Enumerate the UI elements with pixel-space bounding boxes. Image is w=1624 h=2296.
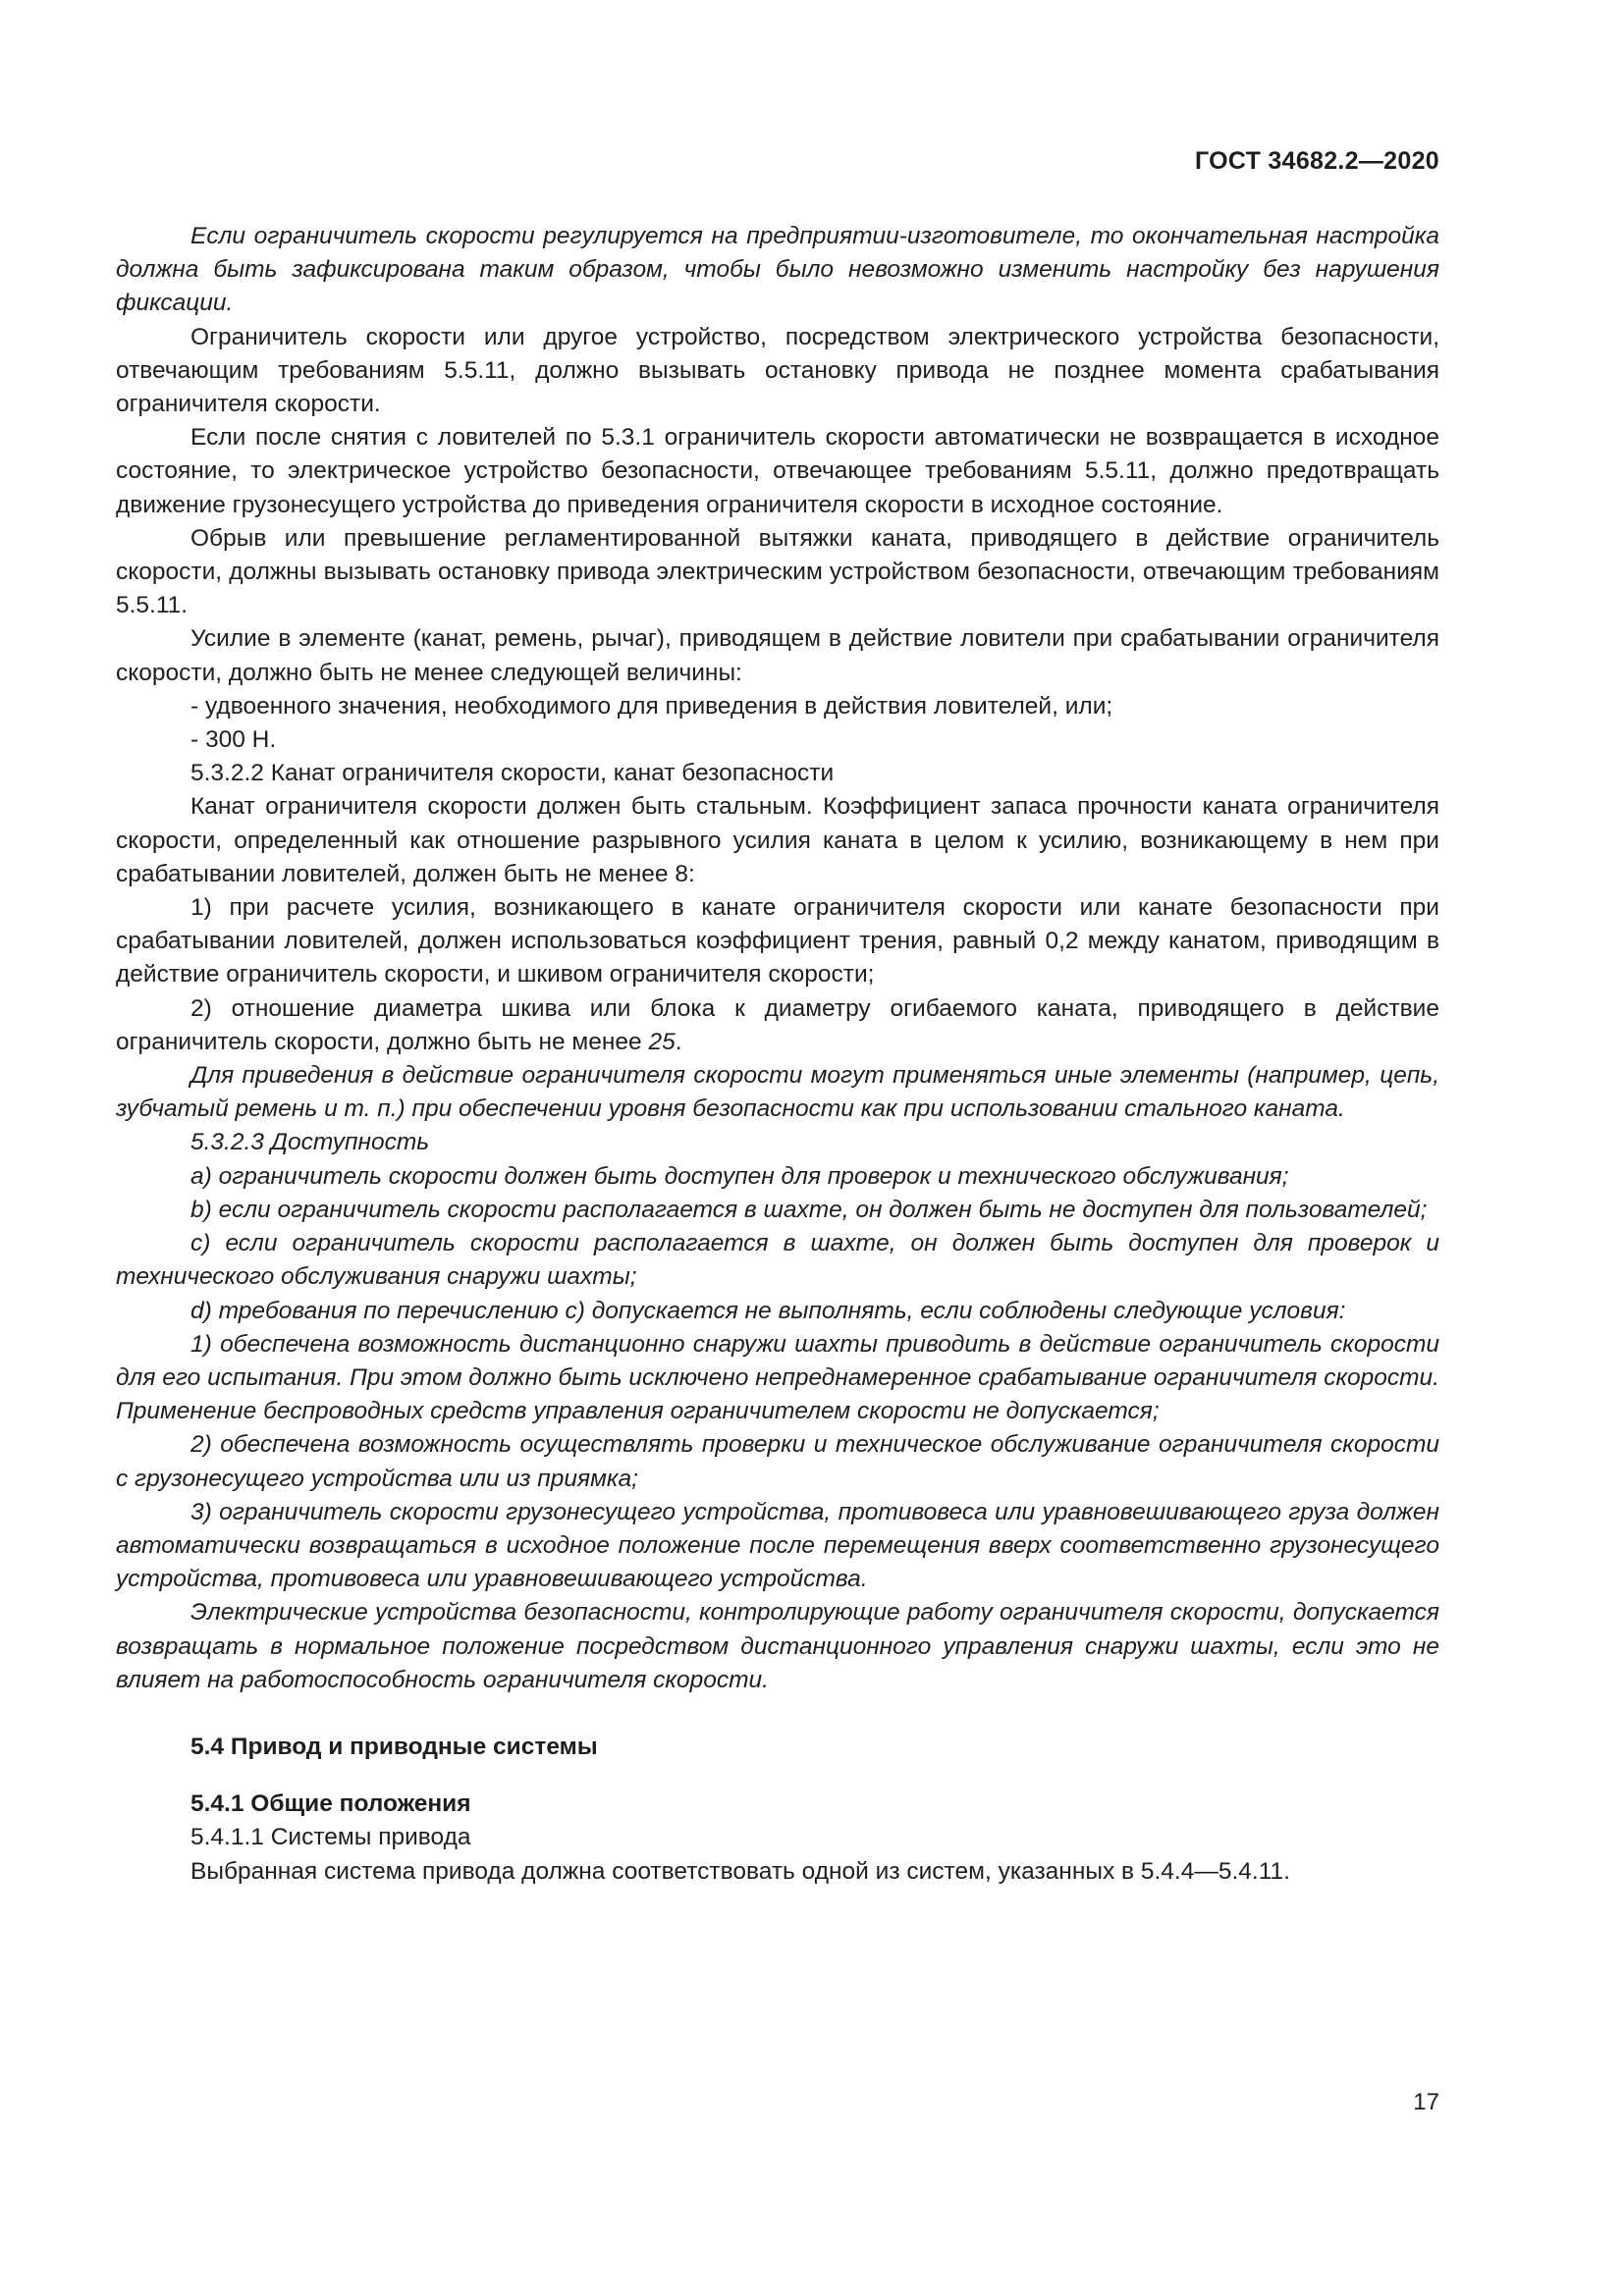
list-item-d: d) требования по перечислению c) допускается не выполнять, если соблюдены следующие условия: <box>190 1297 1346 1324</box>
paragraph: 1) при расчете усилия, возникающего в канате ограничителя скорости или канате безопасности при срабатывании ловителей, должен использоваться коэффициент трения, равный 0,2 между канатом, приводящим в действие ограничитель скорости, и шкивом ограничителя скорости; <box>116 894 1439 988</box>
paragraph <box>116 992 1439 1059</box>
clause-title: 5.4.1.1 Системы привода <box>190 1824 471 1851</box>
list-item-c: c) если ограничитель скорости располагается в шахте, он должен быть доступен для проверок и технического обслуживания снаружи шахты; <box>116 1230 1439 1291</box>
paragraph-text: 2) отношение диаметра шкива или блока к диаметру огибаемого каната, приводящего в действие ограничитель скорости, должно быть не менее <box>116 994 1439 1055</box>
condition-item-1: 1) обеспечена возможность дистанционно снаружи шахты приводить в действие ограничитель скорости для его испытания. При этом должно быть исключено непреднамеренное срабатывание ограничителя скорости. Применение беспроводных средств управления ограничителем скорости не допускается; <box>116 1330 1439 1425</box>
document-body <box>116 220 1439 1889</box>
subsection-title: 5.3.2.2 Канат ограничителя скорости, канат безопасности <box>190 760 835 787</box>
paragraph: Если после снятия с ловителей по 5.3.1 ограничитель скорости автоматически не возвращается в исходное состояние, то электрическое устройство безопасности, отвечающее требованиям 5.5.11, должно предотвращать движение грузонесущего устройства до приведения ограничителя скорости в исходное состояние. <box>116 424 1439 518</box>
dash-list-item: - удвоенного значения, необходимого для приведения в действия ловителей, или; <box>190 692 1113 720</box>
note-paragraph: Электрические устройства безопасности, контролирующие работу ограничителя скорости, допускается возвращать в нормальное положение посредством дистанционного управления снаружи шахты, если это не влияет на работоспособность ограничителя скорости. <box>116 1599 1439 1693</box>
subsection-heading: 5.4.1 Общие положения <box>190 1790 471 1818</box>
subsection-title: 5.3.2.3 Доступность <box>190 1129 430 1156</box>
page-number: 17 <box>1413 2089 1439 2115</box>
dash-list-item: - 300 Н. <box>190 726 277 754</box>
list-item-a: a) ограничитель скорости должен быть доступен для проверок и технического обслуживания; <box>190 1162 1289 1190</box>
paragraph-end: . <box>675 1028 682 1055</box>
paragraph: Если ограничитель скорости регулируется на предприятии-изготовителе, то окончательная настройка должна быть зафиксирована таким образом, чтобы было невозможно изменить настройку без нарушения фиксации. <box>116 223 1439 317</box>
document-header-standard: ГОСТ 34682.2—2020 <box>1194 147 1439 175</box>
condition-item-2: 2) обеспечена возможность осуществлять проверки и техническое обслуживание ограничителя скорости с грузонесущего устройства или из приямка; <box>116 1431 1439 1492</box>
paragraph: Усилие в элементе (канат, ремень, рычаг), приводящем в действие ловители при срабатывании ограничителя скорости, должно быть не менее следующей величины: <box>116 625 1439 686</box>
note-paragraph: Для приведения в действие ограничителя скорости могут применяться иные элементы (например, цепь, зубчатый ремень и т. п.) при обеспечении уровня безопасности как при использовании стального каната. <box>116 1062 1439 1123</box>
list-item-b: b) если ограничитель скорости располагается в шахте, он должен быть не доступен для пользователей; <box>190 1196 1428 1223</box>
section-heading: 5.4 Привод и приводные системы <box>190 1733 598 1760</box>
condition-item-3: 3) ограничитель скорости грузонесущего устройства, противовеса или уравновешивающего груза должен автоматически возвращаться в исходное положение после перемещения вверх соответственно грузонесущего устройства, противовеса или уравновешивающего устройства. <box>116 1498 1439 1593</box>
paragraph: Выбранная система привода должна соответствовать одной из систем, указанных в 5.4.4—5.4.11. <box>190 1857 1290 1885</box>
paragraph: Обрыв или превышение регламентированной вытяжки каната, приводящего в действие ограничитель скорости, должны вызывать остановку привода электрическим устройством безопасности, отвечающим требованиям 5.5.11. <box>116 524 1439 619</box>
paragraph: Канат ограничителя скорости должен быть стальным. Коэффициент запаса прочности каната ограничителя скорости, определенный как отношение разрывного усилия каната в целом к усилию, возникающему в нем при срабатывании ловителей, должен быть не менее 8: <box>116 793 1439 887</box>
ratio-value: 25 <box>648 1028 676 1055</box>
paragraph: Ограничитель скорости или другое устройство, посредством электрического устройства безопасности, отвечающим требованиям 5.5.11, должно вызывать остановку привода не позднее момента срабатывания ограничителя скорости. <box>116 323 1439 418</box>
